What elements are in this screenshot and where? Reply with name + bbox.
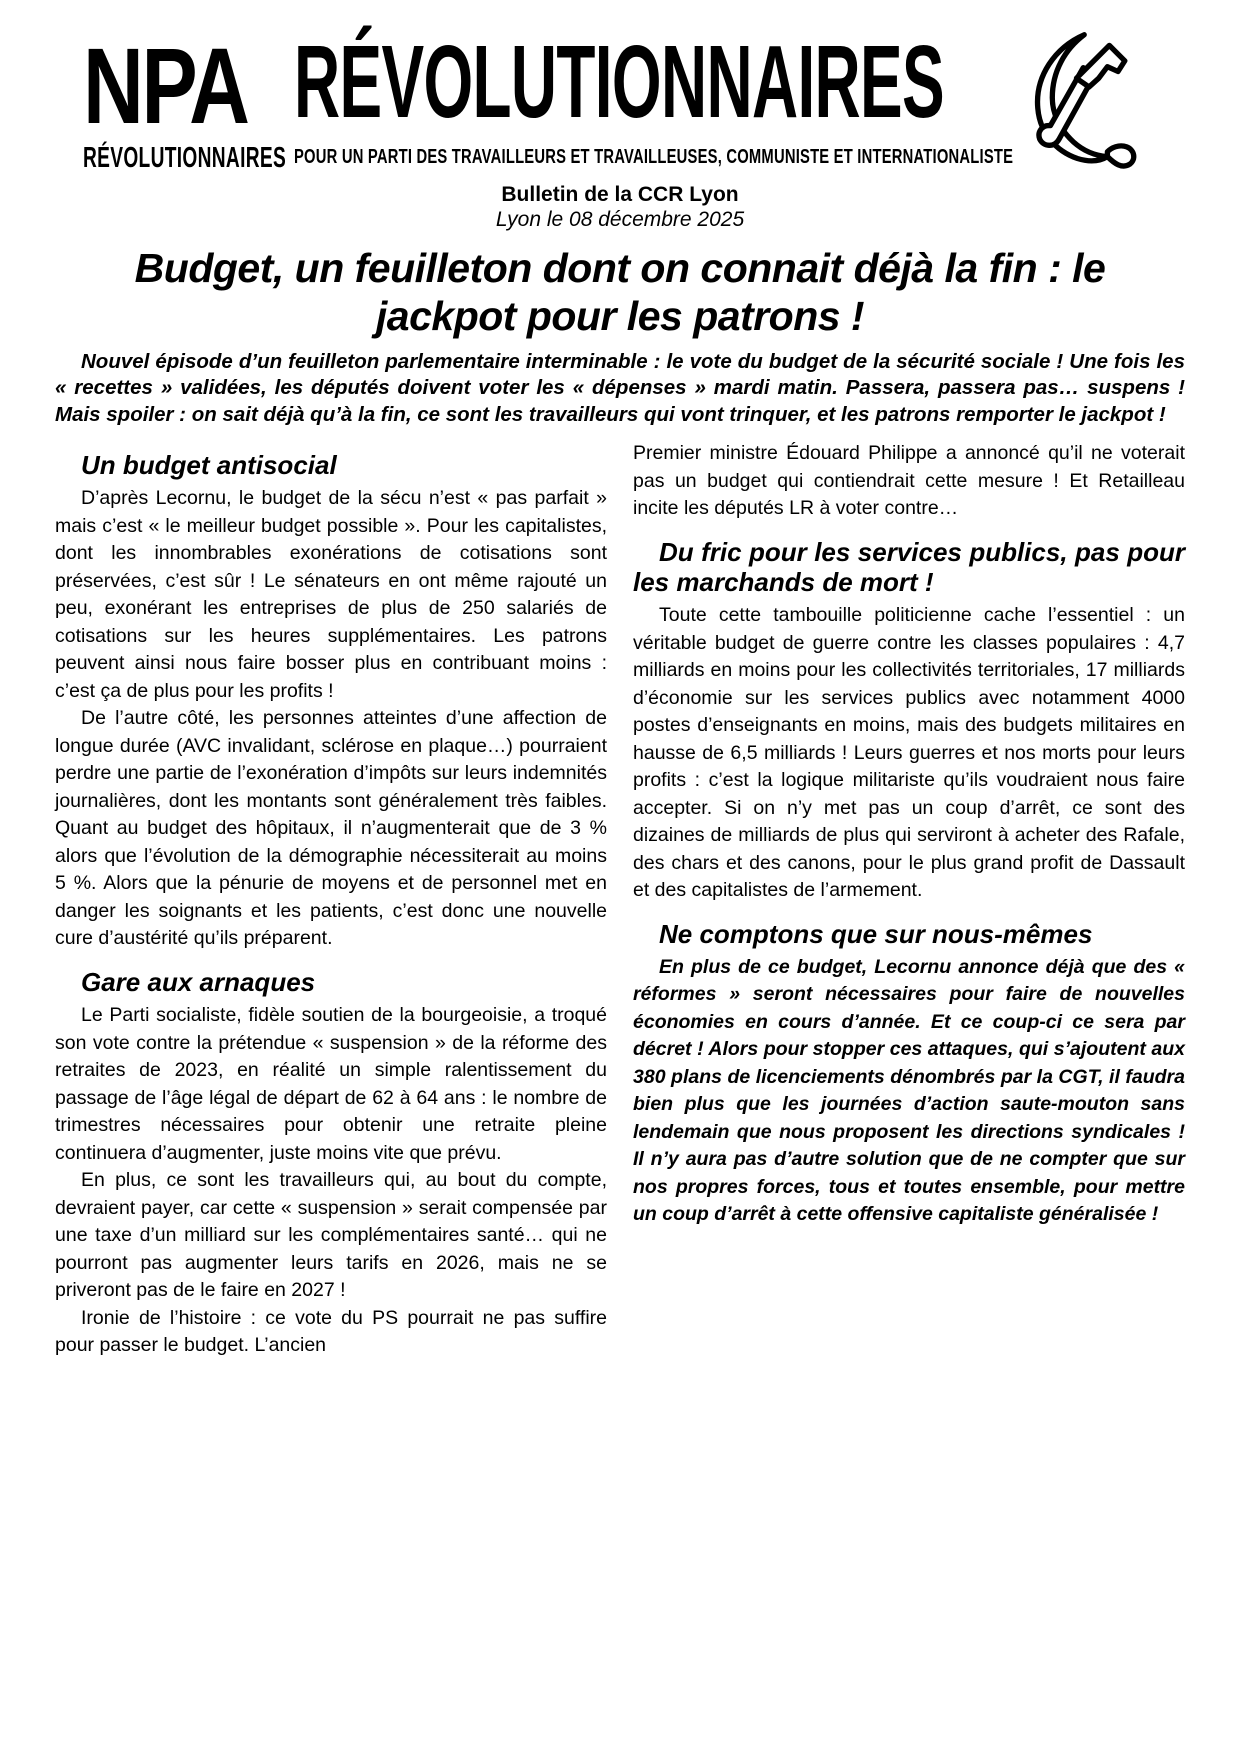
right-column: [633, 440, 1185, 1359]
masthead: [294, 24, 1014, 169]
paragraph-continuation: Premier ministre Édouard Philippe a annoncé qu’il ne voterait pas un budget qui contiendrait cette mesure ! Et Retailleau incite les députés LR à voter contre…: [633, 442, 1185, 520]
two-column-body: [55, 440, 1185, 1359]
intro-paragraph: Nouvel épisode d’un feuilleton parlementaire interminable : le vote du budget de la sécurité sociale ! Une fois les « recettes » validées, les députés doivent voter les « dépenses » mardi matin. Passera, passera pas… suspens ! Mais spoiler : on sait déjà qu’à la fin, ce sont les travailleurs qui vont trinquer, et les patrons remporter le jackpot !: [55, 349, 1185, 426]
section-heading-gare-aux-arnaques: Gare aux arnaques: [81, 966, 316, 997]
paragraph: Toute cette tambouille politicienne cache l’essentiel : un véritable budget de guerre contre les classes populaires : 4,7 milliards en moins pour les collectivités territoriales, 17 milliards d’économie sur les services publics avec notamment 4000 postes d’enseignants en moins, mais des budgets militaires en hausse de 6,5 milliards ! Leurs guerres et nos morts pour leurs profits : c’est la logique militariste qu’ils voudraient nous faire accepter. Si on n’y met pas un coup d’arrêt, ce sont des dizaines de milliards de plus qui serviront à acheter des Rafale, des chars et des canons, pour le plus grand profit de Dassault et des capitalistes de l’armement.: [633, 604, 1185, 902]
masthead-subtitle: POUR UN PARTI DES TRAVAILLEURS ET TRAVAILLEUSES, COMMUNISTE ET INTERNATIONALISTE: [294, 145, 1014, 168]
paragraph: De l’autre côté, les personnes atteintes d’une affection de longue durée (AVC invalidant, sclérose en plaque…) pourraient perdre une partie de l’exonération d’impôts sur leurs indemnités journalières, dont les montants sont généralement très faibles. Quant au budget des hôpitaux, il n’augmenterait que de 3 % alors que l’évolution de la démographie nécessiterait au moins 5 %. Alors que la pénurie de moyens et de personnel met en danger les soignants et les patients, c’est donc une nouvelle cure d’austérité qu’ils préparent.: [55, 707, 607, 950]
page-body: [0, 182, 1241, 1360]
left-column: [55, 440, 607, 1359]
paragraph: D’après Lecornu, le budget de la sécu n’est « pas parfait » mais c’est « le meilleur budget possible ». Pour les capitalistes, dont les innombrables exonérations de cotisations sont préservées, c’est sûr ! Le sénateurs en ont même rajouté un peu, exonérant les entreprises de plus de 250 salariés de cotisations sur les heures supplémentaires. Les patrons peuvent ainsi nous faire bosser plus en contribuant moins : c’est ça de plus pour les profits !: [55, 487, 607, 702]
masthead-header: [0, 0, 1241, 182]
bulletin-date: Lyon le 08 décembre 2025: [495, 208, 745, 231]
masthead-title: RÉVOLUTIONNAIRES: [294, 24, 945, 139]
bulletin-header: [55, 182, 1185, 232]
bulletin-title: Bulletin de la CCR Lyon: [501, 183, 739, 206]
npa-logo-name: NPA: [83, 25, 248, 146]
section-heading-ne-comptons: Ne comptons que sur nous-mêmes: [659, 918, 1093, 949]
paragraph: Le Parti socialiste, fidèle soutien de la bourgeoisie, a troqué son vote contre la prétendue « suspension » de la réforme des retraites de 2023, en réalité un simple ralentissement du passage de l’âge légal de départ de 62 à 64 ans : le nombre de trimestres nécessaires pour obtenir une retraite pleine continuera d’augmenter, juste moins vite que prévu.: [55, 1004, 607, 1164]
section-heading-du-fric: Du fric pour les services publics, pas pour les marchands de mort !: [633, 536, 1185, 597]
hammer-and-sickle-icon: [1020, 28, 1160, 173]
paragraph-emphasis: En plus de ce budget, Lecornu annonce déjà que des « réformes » seront nécessaires pour faire de nouvelles économies en cours d’année. Et ce coup-ci ce sera par décret ! Alors pour stopper ces attaques, qui s’ajoutent aux 380 plans de licenciements dénombrés par la CGT, il faudra bien plus que les journées d’action saute-mouton sans lendemain que nous proposent les directions syndicales ! Il n’y aura pas d’autre solution que de ne compter que sur nos propres forces, tous et toutes ensemble, pour mettre un coup d’arrêt à cette offensive capitaliste généralisée !: [633, 955, 1185, 1226]
section-heading-budget-antisocial: Un budget antisocial: [81, 450, 337, 481]
npa-logo-subtitle: RÉVOLUTIONNAIRES: [83, 141, 287, 174]
paragraph: En plus, ce sont les travailleurs qui, au bout du compte, devraient payer, car cette « suspension » serait compensée par une taxe d’un milliard sur les complémentaires santé… qui ne pourront pas augmenter leurs tarifs en 2026, mais ne se priveront pas de le faire en 2027 !: [55, 1169, 607, 1302]
paragraph: Ironie de l’histoire : ce vote du PS pourrait ne pas suffire pour passer le budget. L’ancien: [55, 1306, 607, 1357]
article-headline: Budget, un feuilleton dont on connait déjà la fin : le jackpot pour les patrons !: [134, 245, 1106, 340]
